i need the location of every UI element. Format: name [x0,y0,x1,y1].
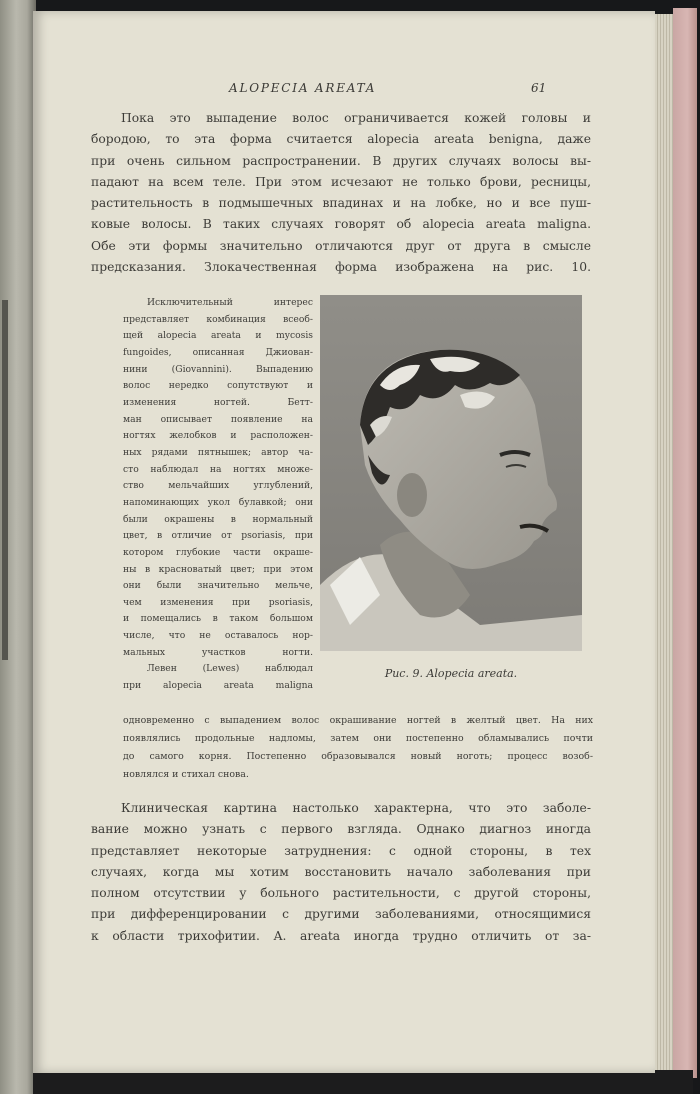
text-line: Обе эти формы значительно отличаются друг от друга в смысле [91,238,591,253]
bottom-shadow [33,1070,693,1094]
note-line: ны в красноватый цвет; при этом [123,563,313,575]
note-line: fungoides, описанная Джиован- [123,346,313,358]
note-line: новлялся и стихал снова. [123,769,249,780]
side-note [123,295,313,695]
left-page-strip [2,300,8,660]
note-line: чем изменения при psoriasis, [123,596,313,608]
note-line: ногтях желобков и расположен- [123,430,313,442]
text-line: случаях, когда мы хотим восстановить начало заболевания при [91,864,591,879]
figure-caption: Рис. 9. Alopecia areata. [384,667,518,680]
text-line: Клиническая картина настолько характерна, что это заболе- [121,801,591,815]
note-line: были окрашены в нормальный [123,513,313,525]
note-line: ман описывает появление на [123,413,313,425]
running-title: ALOPECIA AREATA [229,81,377,95]
note-line: до самого корня. Постепенно образовывался новый ноготь; процесс возоб- [123,751,593,762]
running-head [33,81,655,99]
wide-note [123,712,593,784]
text-line: полном отсутствии у больного растительности, с другой стороны, [91,886,591,901]
note-line: Левен (Lewes) наблюдал [147,663,313,675]
text-line: представляет некоторые затруднения: с одной стороны, в тех [91,843,591,858]
note-line: появлялись продольные надломы, затем они постепенно обламывались почти [123,733,593,744]
portrait-photo [320,295,582,651]
note-line: представляет комбинация всеоб- [123,313,313,325]
paragraph-2 [91,798,591,947]
text-line: к области трихофитии. A. areata иногда трудно отличить от за- [91,928,591,943]
book-cover-edge [673,8,697,1078]
note-line: числе, что не оставалось нор- [123,630,313,642]
book-page [33,11,655,1073]
note-line: при alopecia areata maligna [123,680,313,692]
page-stack-edge [655,14,673,1070]
note-line: Исключительный интерес [147,297,313,308]
page-number: 61 [531,81,547,95]
note-line: ных рядами пятнышек; автор ча- [123,446,313,458]
paragraph-1 [91,108,591,278]
note-line: ство мельчайших углублений, [123,480,313,492]
text-line: при очень сильном распространении. В других случаях волосы вы- [91,153,591,168]
note-line: котором глубокие части окраше- [123,546,313,558]
left-page-edge [0,0,36,1094]
note-line: они были значительно мельче, [123,580,313,592]
note-line: одновременно с выпадением волос окрашивание ногтей в желтый цвет. На них [123,715,593,726]
note-line: нини (Giovannini). Выпадению [123,363,313,375]
note-line: сто наблюдал на ногтях множе- [123,463,313,475]
text-line: растительность в подмышечных впадинах и на лобке, но и все пуш- [91,196,591,211]
text-line: предсказания. Злокачественная форма изображена на рис. 10. [91,260,591,275]
text-line: Пока это выпадение волос ограничивается кожей головы и [121,111,591,125]
text-line: бородою, то эта форма считается alopecia areata benigna, даже [91,132,591,147]
note-line: цвет, в отличие от psoriasis, при [123,530,313,542]
figure-photo [320,295,582,651]
note-line: мальных участков ногти. [123,646,313,658]
note-line: щей alopecia areata и mycosis [123,330,313,342]
text-line: при дифференцировании с другими заболеваниями, относящимися [91,907,591,922]
note-line: и помещались в таком большом [123,613,313,625]
text-line: ковые волосы. В таких случаях говорят об alopecia areata maligna. [91,217,591,232]
note-line: изменения ногтей. Бетт- [123,396,313,408]
note-line: напоминающих укол булавкой; они [123,496,313,508]
text-line: вание можно узнать с первого взгляда. Однако диагноз иногда [91,822,591,837]
note-line: волос нередко сопутствуют и [123,380,313,392]
text-line: падают на всем теле. При этом исчезают не только брови, ресницы, [91,174,591,189]
